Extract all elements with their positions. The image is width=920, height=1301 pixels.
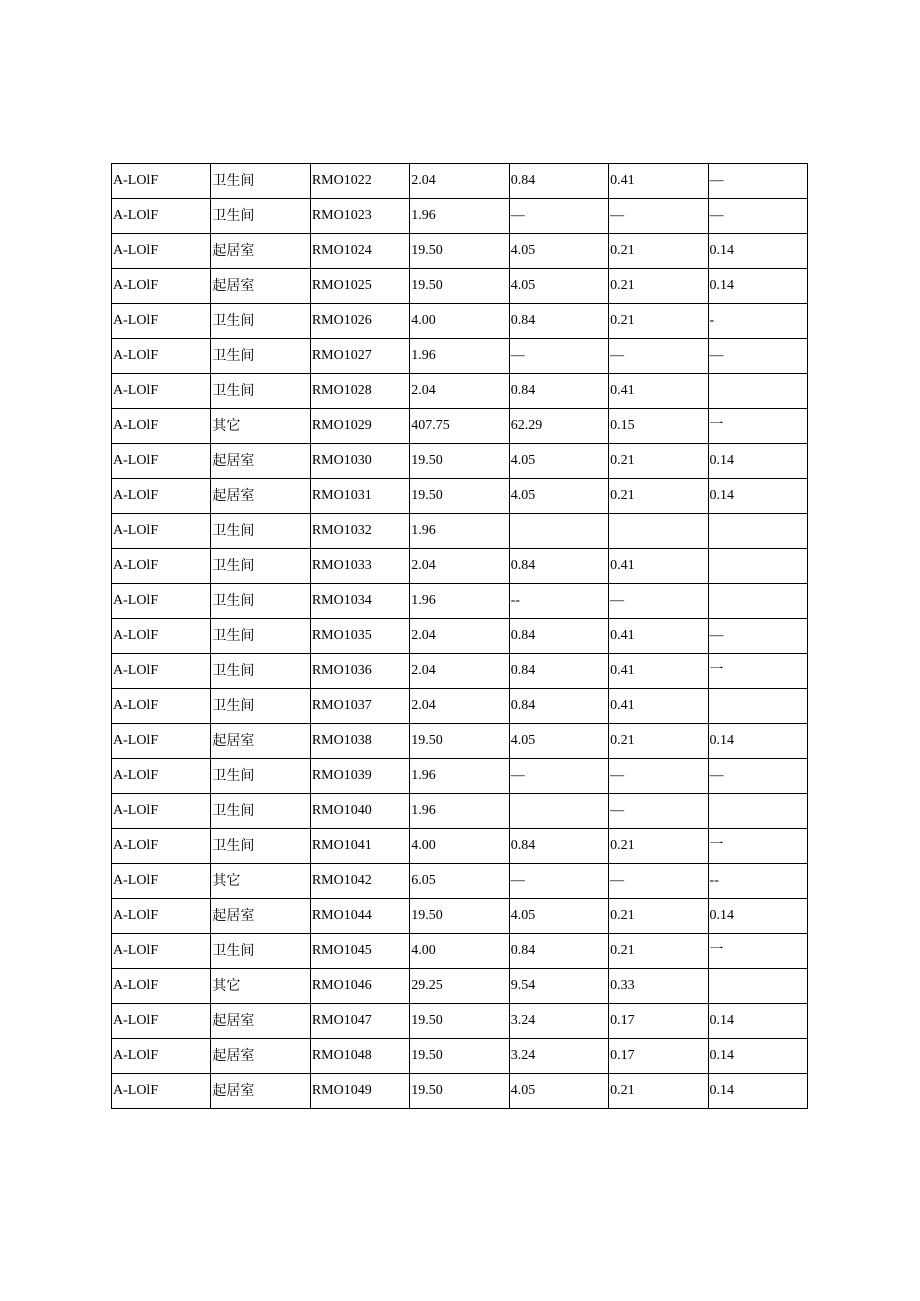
room-type-cell: 卫生间 [211, 514, 310, 549]
table-row [112, 759, 808, 794]
table-row [112, 1004, 808, 1039]
table-row [112, 689, 808, 724]
room-id-cell: RMO1022 [310, 164, 409, 199]
value-c-cell: 0.14 [708, 1039, 807, 1074]
value-a-cell: 4.05 [509, 479, 608, 514]
area-cell: 407.75 [410, 409, 509, 444]
floor-cell: A-LOlF [112, 234, 211, 269]
table-row [112, 409, 808, 444]
value-a-cell: — [509, 199, 608, 234]
room-type-cell: 起居室 [211, 724, 310, 759]
room-id-cell: RMO1033 [310, 549, 409, 584]
room-type-cell: 卫生间 [211, 339, 310, 374]
floor-cell: A-LOlF [112, 1074, 211, 1109]
room-type-cell: 起居室 [211, 1074, 310, 1109]
value-c-cell: — [708, 619, 807, 654]
table-row [112, 514, 808, 549]
floor-cell: A-LOlF [112, 304, 211, 339]
value-a-cell: 3.24 [509, 1039, 608, 1074]
floor-cell: A-LOlF [112, 724, 211, 759]
room-id-cell: RMO1046 [310, 969, 409, 1004]
value-b-cell: 0.41 [609, 164, 708, 199]
value-b-cell: 0.17 [609, 1039, 708, 1074]
value-c-cell [708, 689, 807, 724]
value-a-cell: 0.84 [509, 689, 608, 724]
area-cell: 19.50 [410, 269, 509, 304]
floor-cell: A-LOlF [112, 829, 211, 864]
value-a-cell: 0.84 [509, 549, 608, 584]
value-b-cell [609, 514, 708, 549]
area-cell: 19.50 [410, 1004, 509, 1039]
room-id-cell: RMO1028 [310, 374, 409, 409]
area-cell: 1.96 [410, 584, 509, 619]
value-a-cell: -- [509, 584, 608, 619]
value-a-cell: 0.84 [509, 164, 608, 199]
room-type-cell: 卫生间 [211, 584, 310, 619]
room-type-cell: 起居室 [211, 234, 310, 269]
area-cell: 19.50 [410, 1039, 509, 1074]
room-id-cell: RMO1026 [310, 304, 409, 339]
value-a-cell: 62.29 [509, 409, 608, 444]
table-row [112, 374, 808, 409]
room-type-cell: 卫生间 [211, 374, 310, 409]
value-b-cell: — [609, 584, 708, 619]
area-cell: 1.96 [410, 794, 509, 829]
room-id-cell: RMO1042 [310, 864, 409, 899]
value-c-cell: 一 [708, 934, 807, 969]
value-c-cell [708, 794, 807, 829]
value-b-cell: — [609, 339, 708, 374]
area-cell: 1.96 [410, 199, 509, 234]
value-a-cell: — [509, 759, 608, 794]
room-type-cell: 卫生间 [211, 164, 310, 199]
area-cell: 2.04 [410, 549, 509, 584]
room-id-cell: RMO1024 [310, 234, 409, 269]
value-c-cell: 0.14 [708, 899, 807, 934]
value-a-cell: 4.05 [509, 724, 608, 759]
table-row [112, 969, 808, 1004]
value-b-cell: 0.17 [609, 1004, 708, 1039]
value-a-cell: — [509, 339, 608, 374]
room-id-cell: RMO1030 [310, 444, 409, 479]
room-id-cell: RMO1048 [310, 1039, 409, 1074]
room-data-table [111, 163, 808, 1109]
floor-cell: A-LOlF [112, 1039, 211, 1074]
floor-cell: A-LOlF [112, 689, 211, 724]
value-c-cell: -- [708, 864, 807, 899]
room-id-cell: RMO1023 [310, 199, 409, 234]
value-b-cell: 0.41 [609, 654, 708, 689]
area-cell: 6.05 [410, 864, 509, 899]
table-row [112, 269, 808, 304]
floor-cell: A-LOlF [112, 269, 211, 304]
floor-cell: A-LOlF [112, 164, 211, 199]
value-c-cell: — [708, 759, 807, 794]
room-type-cell: 卫生间 [211, 934, 310, 969]
table-row [112, 654, 808, 689]
room-id-cell: RMO1025 [310, 269, 409, 304]
area-cell: 19.50 [410, 724, 509, 759]
table-row [112, 899, 808, 934]
room-id-cell: RMO1027 [310, 339, 409, 374]
floor-cell: A-LOlF [112, 619, 211, 654]
value-b-cell: 0.21 [609, 234, 708, 269]
room-id-cell: RMO1038 [310, 724, 409, 759]
value-c-cell [708, 969, 807, 1004]
value-a-cell: — [509, 864, 608, 899]
room-id-cell: RMO1035 [310, 619, 409, 654]
room-id-cell: RMO1036 [310, 654, 409, 689]
room-type-cell: 起居室 [211, 1004, 310, 1039]
room-id-cell: RMO1040 [310, 794, 409, 829]
value-b-cell: 0.41 [609, 619, 708, 654]
floor-cell: A-LOlF [112, 969, 211, 1004]
value-b-cell: 0.21 [609, 269, 708, 304]
area-cell: 1.96 [410, 514, 509, 549]
value-c-cell [708, 584, 807, 619]
value-c-cell: — [708, 339, 807, 374]
room-type-cell: 起居室 [211, 479, 310, 514]
table-row [112, 829, 808, 864]
room-type-cell: 起居室 [211, 899, 310, 934]
value-b-cell: 0.21 [609, 1074, 708, 1109]
value-a-cell: 4.05 [509, 444, 608, 479]
area-cell: 4.00 [410, 304, 509, 339]
room-type-cell: 卫生间 [211, 794, 310, 829]
table-row [112, 234, 808, 269]
table-row [112, 1039, 808, 1074]
value-a-cell: 0.84 [509, 619, 608, 654]
value-a-cell: 0.84 [509, 829, 608, 864]
floor-cell: A-LOlF [112, 899, 211, 934]
value-b-cell: 0.21 [609, 304, 708, 339]
table-row [112, 724, 808, 759]
room-type-cell: 卫生间 [211, 759, 310, 794]
value-a-cell: 4.05 [509, 269, 608, 304]
area-cell: 19.50 [410, 479, 509, 514]
value-a-cell: 0.84 [509, 374, 608, 409]
value-c-cell: 一 [708, 829, 807, 864]
room-type-cell: 其它 [211, 969, 310, 1004]
value-b-cell: 0.41 [609, 549, 708, 584]
value-b-cell: — [609, 759, 708, 794]
floor-cell: A-LOlF [112, 794, 211, 829]
room-type-cell: 起居室 [211, 269, 310, 304]
table-row [112, 479, 808, 514]
floor-cell: A-LOlF [112, 549, 211, 584]
value-a-cell: 4.05 [509, 899, 608, 934]
table-row [112, 164, 808, 199]
area-cell: 19.50 [410, 1074, 509, 1109]
value-b-cell: — [609, 794, 708, 829]
room-type-cell: 卫生间 [211, 619, 310, 654]
value-a-cell [509, 514, 608, 549]
table-row [112, 584, 808, 619]
table-row [112, 1074, 808, 1109]
value-c-cell: 0.14 [708, 444, 807, 479]
room-type-cell: 卫生间 [211, 654, 310, 689]
value-a-cell: 4.05 [509, 1074, 608, 1109]
table-row [112, 199, 808, 234]
floor-cell: A-LOlF [112, 934, 211, 969]
room-id-cell: RMO1029 [310, 409, 409, 444]
value-b-cell: 0.33 [609, 969, 708, 1004]
floor-cell: A-LOlF [112, 759, 211, 794]
area-cell: 1.96 [410, 759, 509, 794]
value-a-cell: 0.84 [509, 934, 608, 969]
value-c-cell [708, 549, 807, 584]
value-c-cell: 一 [708, 654, 807, 689]
room-id-cell: RMO1047 [310, 1004, 409, 1039]
floor-cell: A-LOlF [112, 654, 211, 689]
room-id-cell: RMO1044 [310, 899, 409, 934]
area-cell: 29.25 [410, 969, 509, 1004]
room-id-cell: RMO1034 [310, 584, 409, 619]
area-cell: 2.04 [410, 374, 509, 409]
value-c-cell: — [708, 199, 807, 234]
table-row [112, 444, 808, 479]
floor-cell: A-LOlF [112, 199, 211, 234]
room-id-cell: RMO1032 [310, 514, 409, 549]
value-b-cell: 0.41 [609, 689, 708, 724]
value-b-cell: 0.21 [609, 479, 708, 514]
room-id-cell: RMO1037 [310, 689, 409, 724]
room-id-cell: RMO1049 [310, 1074, 409, 1109]
floor-cell: A-LOlF [112, 444, 211, 479]
floor-cell: A-LOlF [112, 514, 211, 549]
value-a-cell: 3.24 [509, 1004, 608, 1039]
value-a-cell: 4.05 [509, 234, 608, 269]
floor-cell: A-LOlF [112, 584, 211, 619]
area-cell: 2.04 [410, 164, 509, 199]
table-row [112, 794, 808, 829]
floor-cell: A-LOlF [112, 479, 211, 514]
room-id-cell: RMO1041 [310, 829, 409, 864]
room-type-cell: 起居室 [211, 1039, 310, 1074]
table-row [112, 339, 808, 374]
value-c-cell: 0.14 [708, 724, 807, 759]
room-type-cell: 卫生间 [211, 549, 310, 584]
value-b-cell: 0.21 [609, 829, 708, 864]
table-body [112, 164, 808, 1109]
value-c-cell: - [708, 304, 807, 339]
area-cell: 1.96 [410, 339, 509, 374]
value-b-cell: 0.15 [609, 409, 708, 444]
value-c-cell [708, 514, 807, 549]
area-cell: 19.50 [410, 234, 509, 269]
room-type-cell: 起居室 [211, 444, 310, 479]
value-b-cell: 0.41 [609, 374, 708, 409]
area-cell: 2.04 [410, 689, 509, 724]
table-row [112, 934, 808, 969]
value-a-cell: 9.54 [509, 969, 608, 1004]
value-a-cell [509, 794, 608, 829]
floor-cell: A-LOlF [112, 1004, 211, 1039]
area-cell: 4.00 [410, 829, 509, 864]
value-b-cell: 0.21 [609, 724, 708, 759]
area-cell: 2.04 [410, 654, 509, 689]
area-cell: 2.04 [410, 619, 509, 654]
room-type-cell: 卫生间 [211, 199, 310, 234]
value-b-cell: 0.21 [609, 444, 708, 479]
area-cell: 19.50 [410, 444, 509, 479]
value-a-cell: 0.84 [509, 304, 608, 339]
value-b-cell: 0.21 [609, 899, 708, 934]
value-c-cell: — [708, 164, 807, 199]
floor-cell: A-LOlF [112, 374, 211, 409]
room-type-cell: 其它 [211, 409, 310, 444]
floor-cell: A-LOlF [112, 339, 211, 374]
table-row [112, 549, 808, 584]
value-c-cell: 0.14 [708, 1074, 807, 1109]
value-a-cell: 0.84 [509, 654, 608, 689]
value-c-cell: 0.14 [708, 1004, 807, 1039]
room-id-cell: RMO1031 [310, 479, 409, 514]
value-c-cell: 0.14 [708, 479, 807, 514]
table-row [112, 619, 808, 654]
table-row [112, 304, 808, 339]
floor-cell: A-LOlF [112, 864, 211, 899]
room-type-cell: 卫生间 [211, 689, 310, 724]
value-c-cell [708, 374, 807, 409]
table-row [112, 864, 808, 899]
value-b-cell: 0.21 [609, 934, 708, 969]
value-c-cell: 一 [708, 409, 807, 444]
value-c-cell: 0.14 [708, 234, 807, 269]
value-b-cell: — [609, 199, 708, 234]
value-c-cell: 0.14 [708, 269, 807, 304]
room-id-cell: RMO1045 [310, 934, 409, 969]
room-type-cell: 其它 [211, 864, 310, 899]
value-b-cell: — [609, 864, 708, 899]
floor-cell: A-LOlF [112, 409, 211, 444]
area-cell: 19.50 [410, 899, 509, 934]
room-id-cell: RMO1039 [310, 759, 409, 794]
room-type-cell: 卫生间 [211, 304, 310, 339]
room-type-cell: 卫生间 [211, 829, 310, 864]
area-cell: 4.00 [410, 934, 509, 969]
